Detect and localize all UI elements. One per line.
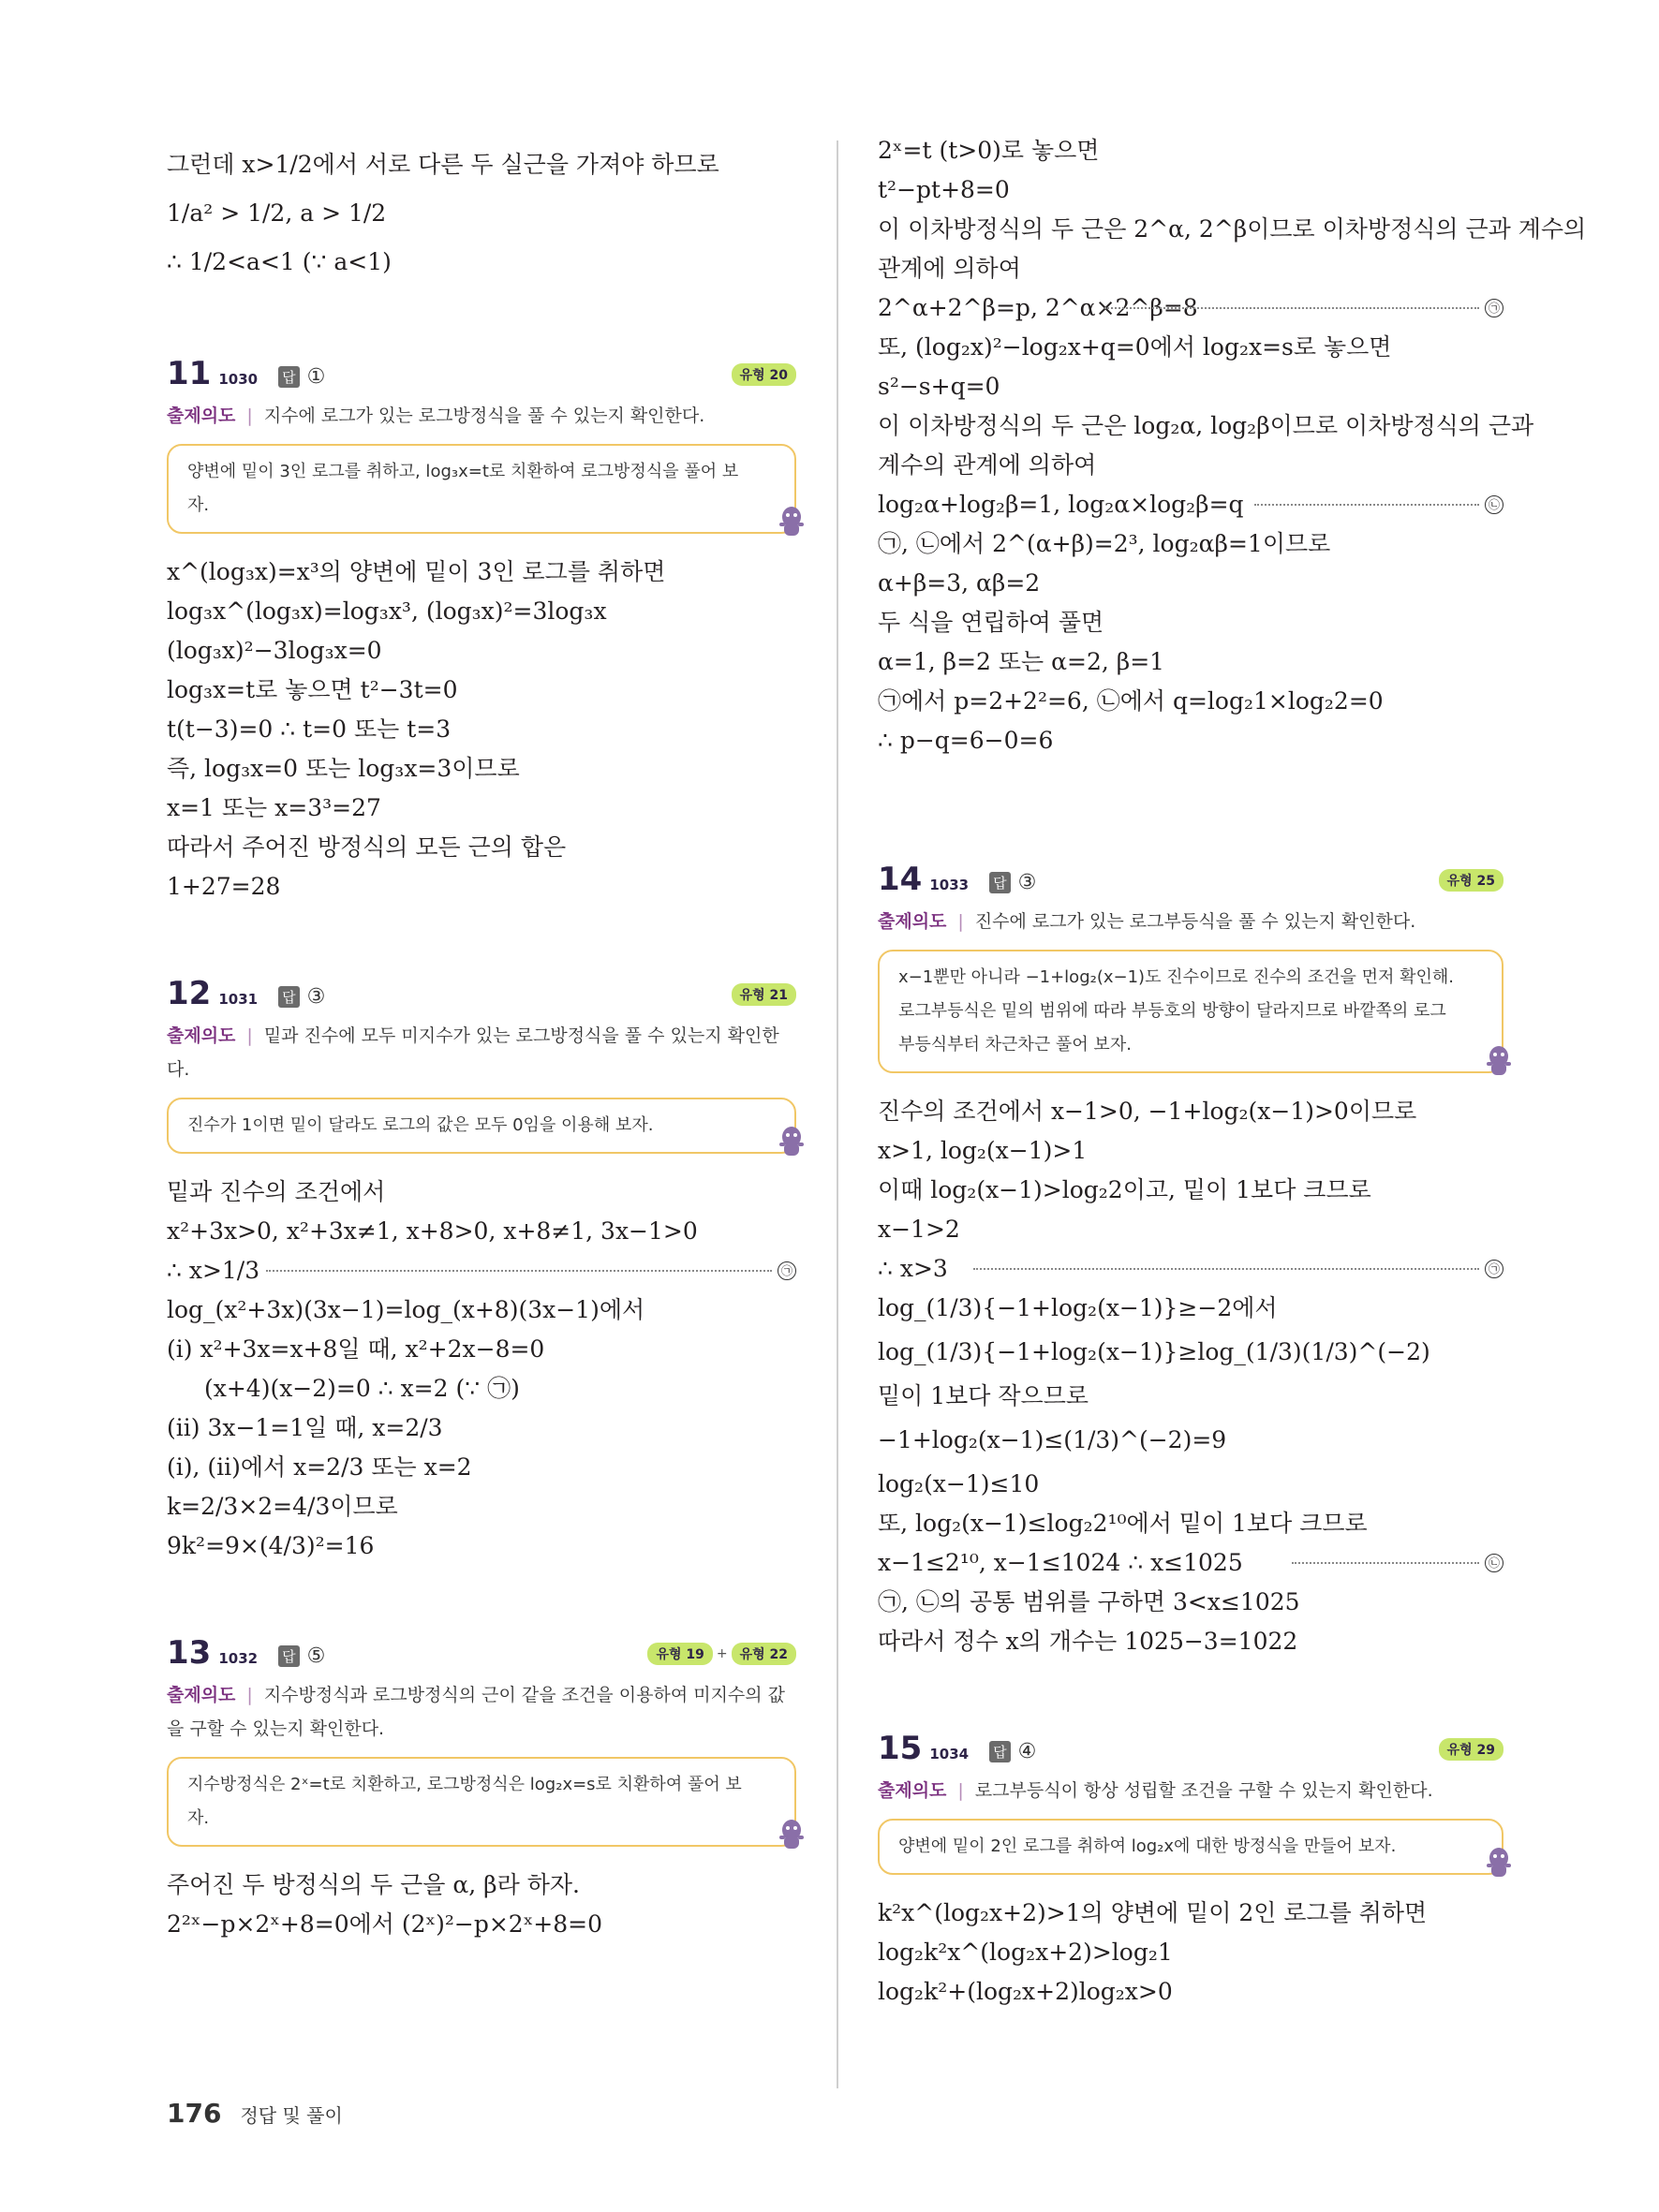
hint-box	[167, 1757, 796, 1847]
text-line: log₃x=t로 놓으면 t²−3t=0	[167, 676, 458, 703]
text-line: log₂k²x^(log₂x+2)>log₂1	[878, 1939, 1173, 1966]
page-label: 정답 및 풀이	[240, 2104, 343, 2127]
hint-text: 지수방정식은 2ˣ=t로 치환하고, 로그방정식은 log₂x=s로 치환하여 풀어 보자.	[187, 1775, 742, 1828]
circled-mark: ㉡	[1485, 495, 1503, 514]
problem-number: 14	[878, 861, 923, 898]
intent-label: 출제의도	[167, 406, 236, 426]
answer-value: ④	[1017, 1739, 1037, 1763]
hint-text: 진수가 1이면 밑이 달라도 로그의 값은 모두 0임을 이용해 보자.	[187, 1115, 654, 1135]
text-line: k²x^(log₂x+2)>1의 양변에 밑이 2인 로그를 취하면	[878, 1899, 1428, 1926]
right-column	[878, 131, 1587, 2012]
hint-box	[878, 950, 1503, 1073]
text-line: −1+log₂(x−1)≤(1/3)^(−2)=9	[878, 1426, 1227, 1453]
answer-value: ①	[306, 364, 326, 389]
math-text: x−1≤2¹⁰, x−1≤1024 ∴ x≤1025	[878, 1549, 1243, 1576]
hint-text: x−1뿐만 아니라 −1+log₂(x−1)도 진수이므로 진수의 조건을 먼저 확인해. 로그부등식은 밑의 범위에 따라 부등호의 방향이 달라지므로 바깥쪽의 로그부등식부터 차근차근 풀어 보자.	[898, 967, 1454, 1054]
intent-label: 출제의도	[167, 1685, 236, 1705]
problem-15-header	[878, 1727, 1503, 1770]
text-line: x>1, log₂(x−1)>1	[878, 1137, 1088, 1164]
answer-value: ③	[306, 984, 326, 1009]
answer-badge: 답	[278, 986, 300, 1008]
intent-label: 출제의도	[878, 911, 947, 932]
text-line: 또, log₂(x−1)≤log₂2¹⁰에서 밑이 1보다 크므로	[878, 1510, 1368, 1537]
text-line: x=1 또는 x=3³=27	[167, 794, 381, 821]
mascot-icon	[778, 1817, 806, 1854]
page-footer	[167, 2098, 343, 2129]
text-line: 2²ˣ−p×2ˣ+8=0에서 (2ˣ)²−p×2ˣ+8=0	[167, 1910, 603, 1938]
problem-number: 13	[167, 1634, 212, 1672]
hint-box	[167, 444, 796, 534]
text-line: ∴ p−q=6−0=6	[878, 727, 1054, 754]
problem-number: 11	[167, 355, 212, 392]
text-line: 관계에 의하여	[878, 255, 1021, 282]
intent-line: 출제의도 | 로그부등식이 항상 성립할 조건을 구할 수 있는지 확인한다.	[878, 1780, 1433, 1801]
circled-mark: ㉡	[1485, 1554, 1503, 1572]
intent-label: 출제의도	[167, 1025, 236, 1046]
text-line: 따라서 정수 x의 개수는 1025−3=1022	[878, 1628, 1298, 1655]
type-badge: 유형 22	[732, 1643, 796, 1665]
mascot-icon	[1485, 1845, 1513, 1882]
answer-badge: 답	[989, 1741, 1011, 1762]
mascot-icon	[778, 1124, 806, 1161]
text-line: log_(1/3){−1+log₂(x−1)}≥−2에서	[878, 1294, 1278, 1321]
text-line: ∴ 1/2<a<1 (∵ a<1)	[167, 248, 392, 275]
text-line: (i), (ii)에서 x=2/3 또는 x=2	[167, 1453, 472, 1481]
circled-mark: ㉠	[1485, 1260, 1503, 1278]
problem-11-header	[167, 352, 796, 395]
intent-line: 출제의도 | 지수에 로그가 있는 로그방정식을 풀 수 있는지 확인한다.	[167, 406, 705, 426]
intent-text: 로그부등식이 항상 성립할 조건을 구할 수 있는지 확인한다.	[974, 1780, 1433, 1801]
type-badge: 유형 21	[732, 983, 796, 1006]
text-line: log_(1/3){−1+log₂(x−1)}≥log_(1/3)(1/3)^(−2)	[878, 1338, 1430, 1365]
math-text: log₂α+log₂β=1, log₂α×log₂β=q	[878, 491, 1244, 518]
text-line: k=2/3×2=4/3이므로	[167, 1493, 398, 1520]
text-line: t²−pt+8=0	[878, 176, 1010, 203]
hint-text: 양변에 밑이 2인 로그를 취하여 log₂x에 대한 방정식을 만들어 보자.	[898, 1836, 1397, 1856]
text-line	[878, 485, 1503, 524]
circled-mark: ㉠	[778, 1261, 796, 1280]
page-number: 176	[167, 2098, 222, 2129]
text-line: 9k²=9×(4/3)²=16	[167, 1532, 375, 1559]
text-line: 진수의 조건에서 x−1>0, −1+log₂(x−1)>0이므로	[878, 1098, 1417, 1125]
answer-value: ⑤	[306, 1644, 326, 1668]
text-line: 1+27=28	[167, 873, 281, 900]
text-line: 주어진 두 방정식의 두 근을 α, β라 하자.	[167, 1871, 580, 1898]
text-line: 이때 log₂(x−1)>log₂2이고, 밑이 1보다 크므로	[878, 1176, 1371, 1203]
problem-13-header	[167, 1631, 796, 1674]
text-line	[878, 1249, 1503, 1289]
text-line: ㉠, ㉡에서 2^(α+β)=2³, log₂αβ=1이므로	[878, 530, 1331, 557]
text-line: 또, (log₂x)²−log₂x+q=0에서 log₂x=s로 놓으면	[878, 333, 1392, 361]
mascot-icon	[778, 504, 806, 541]
text-line: (x+4)(x−2)=0 ∴ x=2 (∵ ㉠)	[204, 1375, 520, 1402]
text-line: α+β=3, αβ=2	[878, 569, 1041, 597]
text-line: log₂(x−1)≤10	[878, 1470, 1040, 1497]
problem-12-header	[167, 972, 796, 1015]
circled-mark: ㉠	[1485, 299, 1503, 317]
problem-code: 1032	[218, 1650, 259, 1667]
text-line: (ii) 3x−1=1일 때, x=2/3	[167, 1414, 443, 1441]
text-line	[878, 288, 1503, 328]
answer-badge: 답	[278, 366, 300, 388]
text-line: t(t−3)=0 ∴ t=0 또는 t=3	[167, 715, 452, 743]
math-text: ∴ x>1/3	[167, 1257, 260, 1284]
text-line	[167, 1251, 796, 1290]
intent-text: 지수에 로그가 있는 로그방정식을 풀 수 있는지 확인한다.	[263, 406, 705, 426]
intent-line: 출제의도 | 지수방정식과 로그방정식의 근이 같을 조건을 이용하여 미지수의 값을 구할 수 있는지 확인한다.	[167, 1685, 786, 1739]
text-line: 계수의 관계에 의하여	[878, 451, 1097, 479]
intent-line: 출제의도 | 밑과 진수에 모두 미지수가 있는 로그방정식을 풀 수 있는지 확인한다.	[167, 1025, 779, 1080]
left-column	[167, 140, 796, 1944]
type-badge: 유형 29	[1439, 1738, 1503, 1761]
intent-label: 출제의도	[878, 1780, 947, 1801]
problem-code: 1030	[218, 371, 259, 388]
problem-code: 1034	[929, 1746, 970, 1762]
text-line: 1/a² > 1/2, a > 1/2	[167, 199, 387, 227]
intent-text: 진수에 로그가 있는 로그부등식을 풀 수 있는지 확인한다.	[974, 911, 1416, 932]
math-text: 2^α+2^β=p, 2^α×2^β=8	[878, 294, 1198, 321]
text-line: 밑과 진수의 조건에서	[167, 1178, 386, 1205]
text-line: 그런데 x>1/2에서 서로 다른 두 실근을 가져야 하므로	[167, 151, 719, 178]
problem-code: 1033	[929, 877, 970, 893]
text-line: x^(log₃x)=x³의 양변에 밑이 3인 로그를 취하면	[167, 558, 666, 585]
intent-line: 출제의도 | 진수에 로그가 있는 로그부등식을 풀 수 있는지 확인한다.	[878, 911, 1416, 932]
text-line: α=1, β=2 또는 α=2, β=1	[878, 648, 1165, 675]
text-line: (log₃x)²−3log₃x=0	[167, 637, 382, 664]
mascot-icon	[1485, 1043, 1513, 1081]
type-badge: 유형 20	[732, 363, 796, 386]
hint-text: 양변에 밑이 3인 로그를 취하고, log₃x=t로 치환하여 로그방정식을 풀어 보자.	[187, 462, 739, 515]
intent-text: 지수방정식과 로그방정식의 근이 같을 조건을 이용하여 미지수의 값을 구할 수 있는지 확인한다.	[167, 1685, 786, 1739]
text-line: ㉠, ㉡의 공통 범위를 구하면 3<x≤1025	[878, 1588, 1300, 1615]
text-line: 2ˣ=t (t>0)로 놓으면	[878, 137, 1100, 164]
text-line: s²−s+q=0	[878, 373, 1000, 400]
text-line: 따라서 주어진 방정식의 모든 근의 합은	[167, 833, 567, 861]
text-line: 즉, log₃x=0 또는 log₃x=3이므로	[167, 755, 520, 782]
text-line: log₂k²+(log₂x+2)log₂x>0	[878, 1978, 1173, 2005]
problem-number: 12	[167, 975, 212, 1012]
column-divider	[837, 140, 838, 2088]
text-line: 밑이 1보다 작으므로	[878, 1382, 1089, 1409]
hint-box	[167, 1098, 796, 1154]
answer-badge: 답	[989, 872, 1011, 893]
text-line: 두 식을 연립하여 풀면	[878, 609, 1104, 636]
answer-badge: 답	[278, 1645, 300, 1667]
problem-code: 1031	[218, 991, 259, 1008]
text-line: x²+3x>0, x²+3x≠1, x+8>0, x+8≠1, 3x−1>0	[167, 1217, 698, 1245]
type-joiner: +	[716, 1646, 728, 1661]
text-line: (i) x²+3x=x+8일 때, x²+2x−8=0	[167, 1335, 545, 1363]
math-text: ∴ x>3	[878, 1255, 948, 1282]
text-line: x−1>2	[878, 1216, 960, 1243]
text-line: log₃x^(log₃x)=log₃x³, (log₃x)²=3log₃x	[167, 597, 607, 625]
text-line: log_(x²+3x)(3x−1)=log_(x+8)(3x−1)에서	[167, 1296, 645, 1323]
text-line: ㉠에서 p=2+2²=6, ㉡에서 q=log₂1×log₂2=0	[878, 687, 1384, 715]
type-badge: 유형 25	[1439, 869, 1503, 892]
problem-number: 15	[878, 1730, 923, 1767]
text-line	[878, 1543, 1503, 1583]
problem-14-header	[878, 858, 1503, 901]
text-line: 이 이차방정식의 두 근은 log₂α, log₂β이므로 이차방정식의 근과	[878, 412, 1534, 439]
text-line: 이 이차방정식의 두 근은 2^α, 2^β이므로 이차방정식의 근과 계수의	[878, 215, 1587, 243]
type-badge: 유형 19	[647, 1643, 712, 1665]
answer-value: ③	[1017, 870, 1037, 894]
intent-text: 밑과 진수에 모두 미지수가 있는 로그방정식을 풀 수 있는지 확인한다.	[167, 1025, 779, 1080]
hint-box	[878, 1819, 1503, 1875]
